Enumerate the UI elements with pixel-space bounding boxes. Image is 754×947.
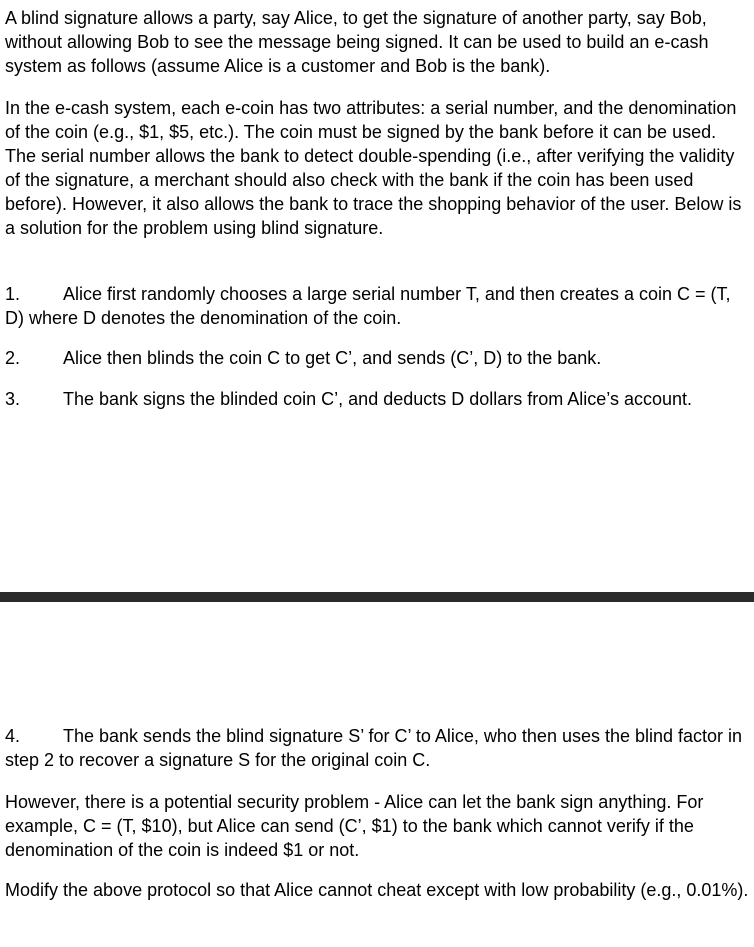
step-4-number: 4. <box>5 726 21 746</box>
ecash-paragraph: In the e-cash system, each e-coin has two attributes: a serial number, and the denomination of the coin (e.g., $1, $5, etc.). The coin must be signed by the bank before it can be used. The serial number allows the bank to detect double-spending (i.e., after verifying the validity of the signature, a merchant should also check with the bank if the coin has been used before). However, it also allows the bank to trace the shopping behavior of the user. Below is a solution for the problem using blind signature. <box>5 98 742 238</box>
step-1 <box>5 282 750 330</box>
step-4 <box>5 724 750 772</box>
page-divider <box>0 592 754 602</box>
step-1-text: Alice first randomly chooses a large serial number T, and then creates a coin C = (T, D) where D denotes the denomination of the coin. <box>5 284 731 328</box>
step-2 <box>5 346 750 370</box>
step-2-number: 2. <box>5 348 21 368</box>
task-paragraph: Modify the above protocol so that Alice cannot cheat except with low probability (e.g., 0.01%). <box>5 880 749 900</box>
step-3 <box>5 387 750 411</box>
step-3-text: The bank signs the blinded coin C’, and deducts D dollars from Alice’s account. <box>63 389 693 409</box>
step-2-text: Alice then blinds the coin C to get C’, and sends (C’, D) to the bank. <box>63 348 602 368</box>
step-1-number: 1. <box>5 284 21 304</box>
problem-paragraph: However, there is a potential security problem - Alice can let the bank sign anything. For example, C = (T, $10), but Alice can send (C’, $1) to the bank which cannot verify if the denomination of the coin is indeed $1 or not. <box>5 792 704 860</box>
intro-paragraph: A blind signature allows a party, say Alice, to get the signature of another party, say Bob, without allowing Bob to see the message being signed. It can be used to build an e-cash system as follows (assume Alice is a customer and Bob is the bank). <box>5 8 709 76</box>
step-3-number: 3. <box>5 389 21 409</box>
step-4-text: The bank sends the blind signature S’ for C’ to Alice, who then uses the blind factor in step 2 to recover a signature S for the original coin C. <box>5 726 743 770</box>
